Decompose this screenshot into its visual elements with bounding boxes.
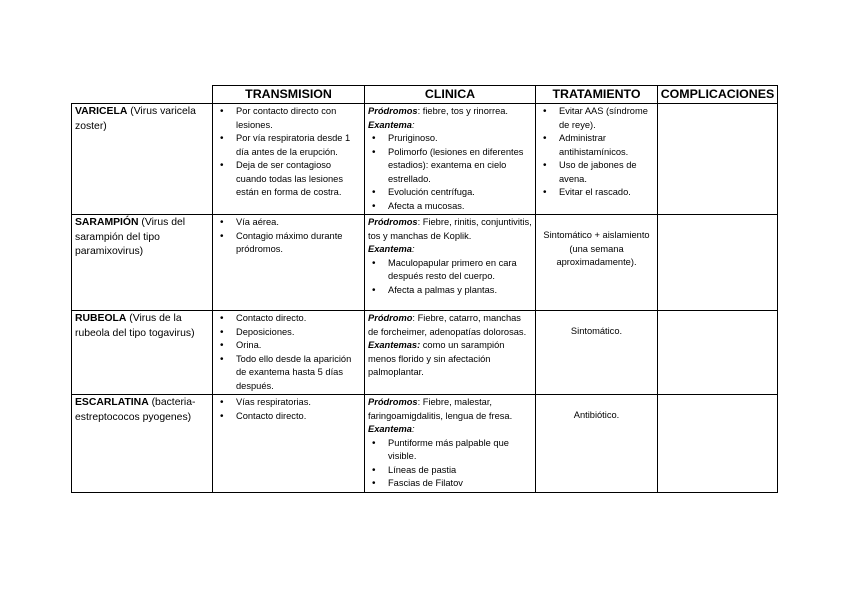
table-row-escarlatina xyxy=(72,395,778,493)
tratamiento-cell: Sintomático + aislamiento (una semana aproximadamente). xyxy=(536,215,658,311)
header-complicaciones: COMPLICACIONES xyxy=(658,86,778,104)
transmision-cell xyxy=(213,395,365,493)
list-item: • Evitar AAS (síndrome de reye). xyxy=(539,105,654,132)
exantema-label: Exantema xyxy=(368,244,412,254)
clinica-cell xyxy=(365,215,536,311)
transmision-list xyxy=(216,312,361,393)
transmision-list xyxy=(216,105,361,200)
disease-cell xyxy=(72,104,213,215)
prodromos-text: : Fiebre, catarro, manchas de forcheimer, adenopatías dolorosas. xyxy=(368,313,527,337)
list-item: • Contagio máximo durante pródromos. xyxy=(216,230,361,257)
disease-name: ESCARLATINA xyxy=(75,397,149,408)
disease-name: VARICELA xyxy=(75,106,128,117)
clinica-cell xyxy=(365,311,536,395)
header-clinica: CLINICA xyxy=(365,86,536,104)
prodromos-label: Pródromos xyxy=(368,397,418,407)
exantema-text: : xyxy=(411,244,415,254)
list-item: • Vía aérea. xyxy=(216,216,361,230)
list-item: • Orina. xyxy=(216,339,361,353)
tratamiento-cell xyxy=(536,104,658,215)
list-item: • Contacto directo. xyxy=(216,410,361,424)
list-item: • Administrar antihistamínicos. xyxy=(539,132,654,159)
diseases-table xyxy=(71,85,778,493)
list-item: • Por vía respiratoria desde 1 día antes de la erupción. xyxy=(216,132,361,159)
prodromos-label: Pródromos xyxy=(368,106,418,116)
complicaciones-cell xyxy=(658,104,778,215)
list-item: • Contacto directo. xyxy=(216,312,361,326)
list-item: • Líneas de pastia xyxy=(368,464,532,478)
complicaciones-cell xyxy=(658,215,778,311)
complicaciones-cell xyxy=(658,395,778,493)
list-item: • Evolución centrífuga. xyxy=(368,186,532,200)
list-item: • Vías respiratorias. xyxy=(216,396,361,410)
transmision-cell xyxy=(213,311,365,395)
disease-name: RUBEOLA xyxy=(75,313,127,324)
exantema-text: como un sarampión menos florido y sin afectación palmoplantar. xyxy=(368,340,505,377)
exantema-label: Exantema xyxy=(368,424,412,434)
exantema-label: Exantema xyxy=(368,119,412,130)
list-item: • Pruriginoso. xyxy=(368,132,532,146)
list-item: • Deposiciones. xyxy=(216,326,361,340)
list-item: • Maculopapular primero en cara después resto del cuerpo. xyxy=(368,257,532,284)
exantema-label: Exantemas: xyxy=(368,340,421,350)
transmision-list xyxy=(216,216,361,257)
disease-cell xyxy=(72,311,213,395)
prodromos-label: Pródromo xyxy=(368,313,413,323)
list-item: • Puntiforme más palpable que visible. xyxy=(368,437,532,464)
table-row-varicela xyxy=(72,104,778,215)
header-corner xyxy=(72,86,213,104)
transmision-cell xyxy=(213,104,365,215)
header-tratamiento: TRATAMIENTO xyxy=(536,86,658,104)
list-item: • Todo ello desde la aparición de exantema hasta 5 días después. xyxy=(216,353,361,394)
prodromos-text: : Fiebre, malestar, faringoamigdalitis, lengua de fresa. xyxy=(368,397,513,421)
list-item: • Evitar el rascado. xyxy=(539,186,654,200)
table-row-sarampion xyxy=(72,215,778,311)
disease-detail: (Virus del sarampión del tipo paramixovirus) xyxy=(75,217,186,257)
tratamiento-cell: Antibiótico. xyxy=(536,395,658,493)
clinica-list xyxy=(368,257,532,298)
tratamiento-cell: Sintomático. xyxy=(536,311,658,395)
disease-cell xyxy=(72,215,213,311)
list-item: • Deja de ser contagioso cuando todas las lesiones están en forma de costra. xyxy=(216,159,361,200)
disease-cell xyxy=(72,395,213,493)
table-row-rubeola xyxy=(72,311,778,395)
list-item: • Afecta a palmas y plantas. xyxy=(368,284,532,298)
list-item: • Uso de jabones de avena. xyxy=(539,159,654,186)
transmision-list xyxy=(216,396,361,423)
list-item: • Polimorfo (lesiones en diferentes estadios): exantema en cielo estrellado. xyxy=(368,146,532,187)
header-transmision: TRANSMISION xyxy=(213,86,365,104)
exantema-text: : xyxy=(411,119,415,130)
prodromos-label: Pródromos xyxy=(368,217,418,227)
complicaciones-cell xyxy=(658,311,778,395)
list-item: • Por contacto directo con lesiones. xyxy=(216,105,361,132)
prodromos-text: : Fiebre, rinitis, conjuntivitis, tos y manchas de Koplik. xyxy=(368,217,532,241)
disease-detail: (Virus varicela zoster) xyxy=(75,106,196,132)
prodromos-text: : fiebre, tos y rinorrea. xyxy=(417,106,509,116)
clinica-list xyxy=(368,437,532,491)
list-item: • Fascias de Filatov xyxy=(368,477,532,491)
clinica-cell xyxy=(365,395,536,493)
header-row xyxy=(72,86,778,104)
disease-name: SARAMPIÓN xyxy=(75,217,139,228)
tratamiento-list xyxy=(539,105,654,200)
disease-detail: (bacteria-estreptococos pyogenes) xyxy=(75,397,196,423)
disease-detail: (Virus de la rubeola del tipo togavirus) xyxy=(75,313,195,339)
transmision-cell xyxy=(213,215,365,311)
list-item: • Afecta a mucosas. xyxy=(368,200,532,214)
exantema-text: : xyxy=(411,424,415,434)
clinica-cell xyxy=(365,104,536,215)
clinica-list xyxy=(368,132,532,213)
